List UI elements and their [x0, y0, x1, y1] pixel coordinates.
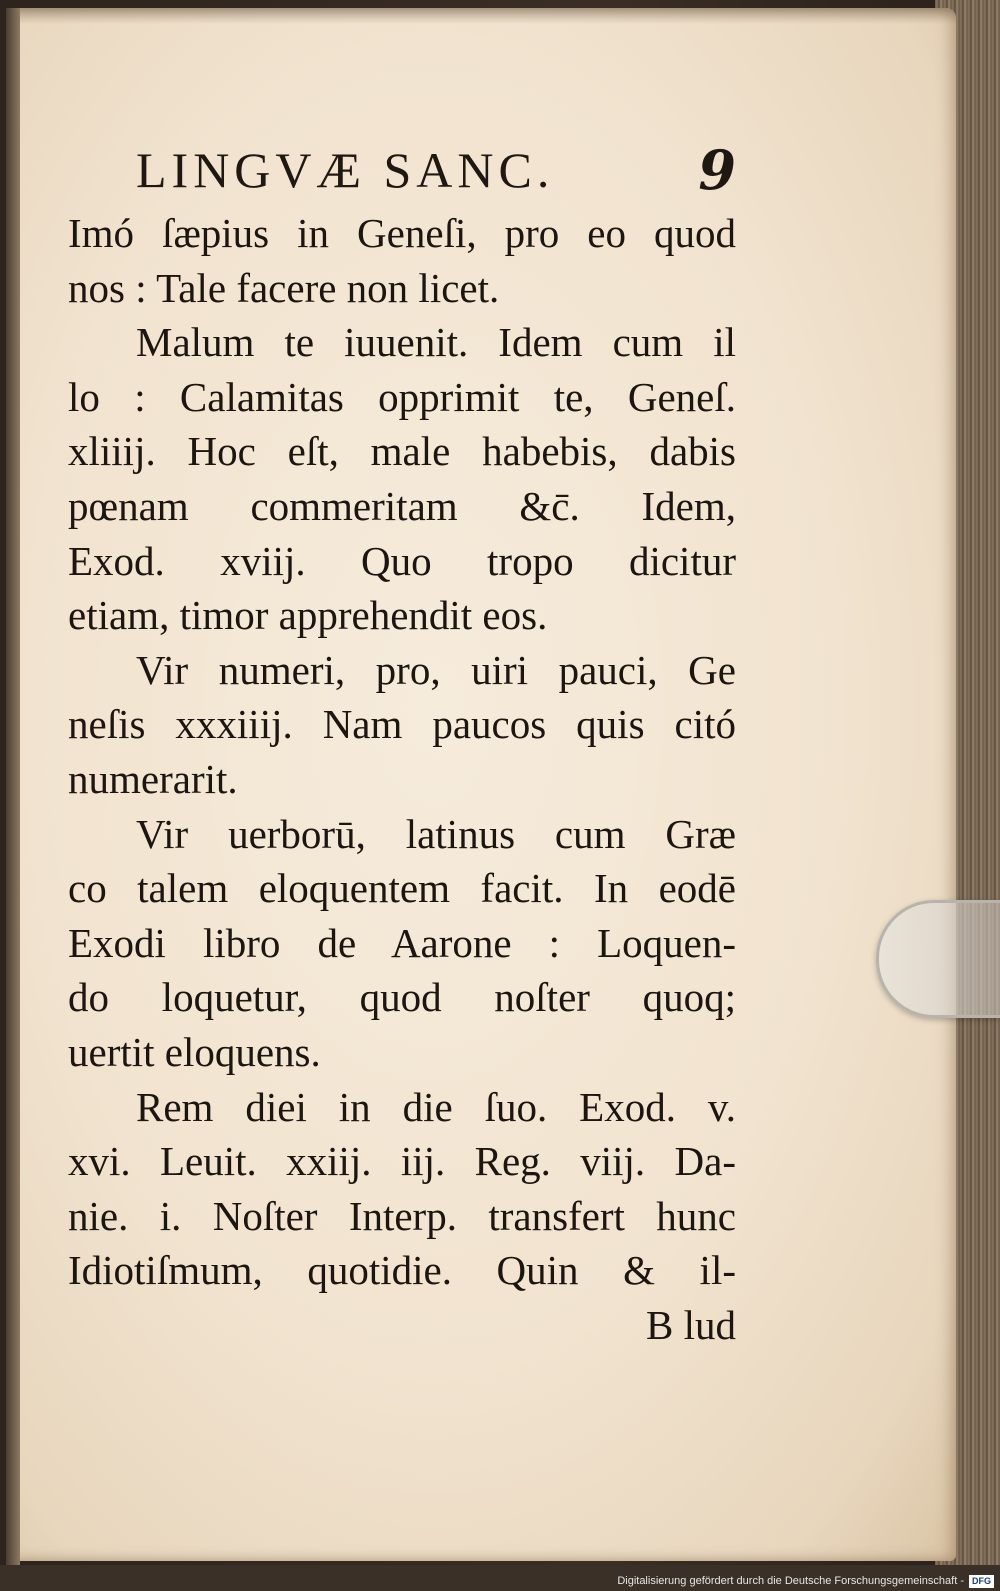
digitization-footer [617, 1573, 994, 1589]
text-line: Vir numeri, pro, uiri pauci, Ge [136, 646, 736, 693]
text-line: xvi. Leuit. xxiij. iij. Reg. viij. Da- [68, 1138, 736, 1185]
binding-edge [6, 8, 20, 1573]
text-line: Imó ſæpius in Geneſi, pro eo quod [68, 210, 736, 256]
page-text-block [68, 132, 736, 1352]
text-line: co talem eloquentem facit. In eodē [68, 865, 736, 912]
text-line: Rem diei in die ſuo. Exod. v. [136, 1083, 736, 1130]
text-line: nos : Tale facere non licet. [68, 264, 500, 311]
page-clip [876, 900, 1000, 1018]
text-line: Exod. xviij. Quo tropo dicitur [68, 537, 736, 584]
text-line: pœnam commeritam &c̄. Idem, [68, 482, 736, 529]
text-line: numerarit. [68, 755, 238, 802]
text-line: Idiotiſmum, quotidie. Quin & il- [68, 1247, 736, 1294]
text-line: lo : Calamitas opprimit te, Geneſ. [68, 373, 736, 420]
page-top-shadow [6, 8, 956, 24]
text-line: xliiij. Hoc eſt, male habebis, dabis [68, 428, 736, 475]
page-number: 9 [698, 138, 736, 202]
dfg-credit-text: Digitalisierung gefördert durch die Deutsche Forschungsgemeinschaft - [617, 1575, 964, 1587]
dfg-logo: DFG [969, 1575, 994, 1588]
text-line: uertit eloquens. [68, 1028, 321, 1075]
text-line: etiam, timor apprehendit eos. [68, 592, 548, 639]
text-line: Vir uerborū, latinus cum Græ [136, 810, 736, 857]
running-head [68, 132, 736, 206]
text-line: Exodi libro de Aarone : Loquen- [68, 919, 736, 966]
catchword-line: B lud [646, 1301, 736, 1348]
text-line: do loquetur, quod noſter quoq; [68, 974, 736, 1021]
text-line: nie. i. Noſter Interp. transfert hunc [68, 1192, 736, 1239]
book-page [6, 8, 956, 1561]
running-head-title: LINGVÆ SANC. [136, 142, 555, 198]
text-line: neſis xxxiiij. Nam paucos quis citó [68, 701, 736, 748]
text-line: Malum te iuuenit. Idem cum il [136, 319, 736, 366]
